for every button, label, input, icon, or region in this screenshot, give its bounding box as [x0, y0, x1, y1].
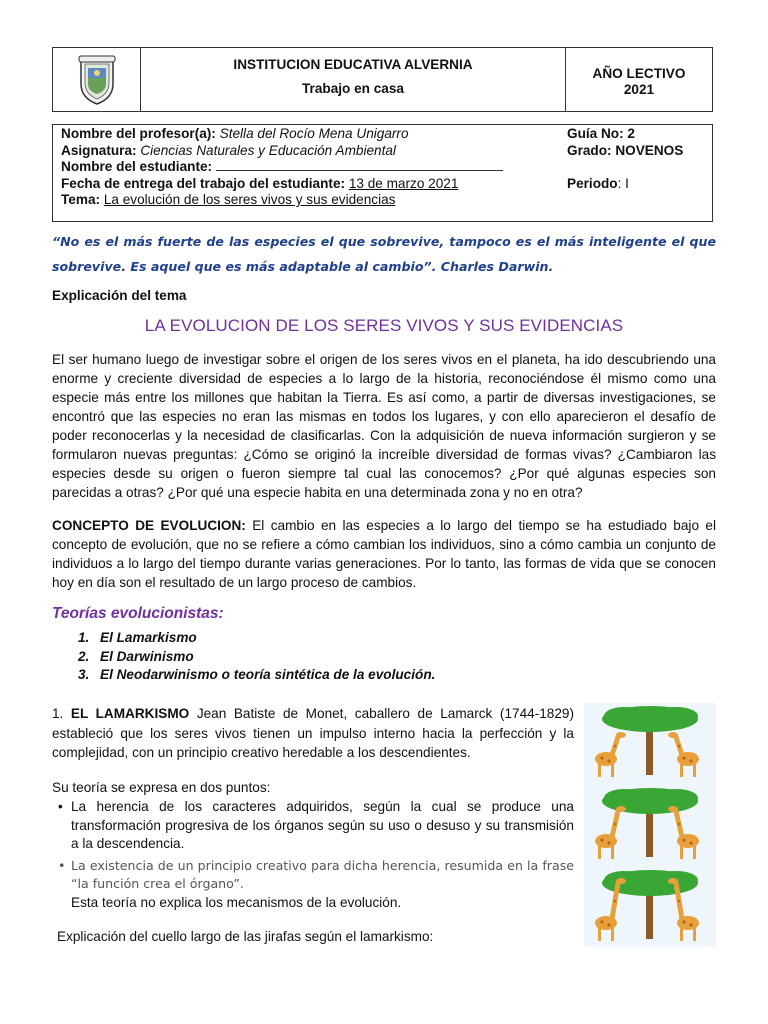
period-value: : I [617, 175, 629, 191]
no-explain-note: Esta teoría no explica los mecanismos de la evolución. [71, 895, 402, 910]
bullet-acquired-traits: • La herencia de los caracteres adquiridos, según la cual se produce una transformación progresiva de los órganos según su uso o desuso y su transmisión a la descendencia. [52, 798, 574, 854]
teacher-value: Stella del Rocío Mena Unigarro [219, 126, 409, 141]
darwin-quote: “No es el más fuerte de las especies el que sobrevive, tampoco es el más inteligente el que sobrevive. Es aquel que es más adaptable al cambio”. Charles Darwin. [52, 234, 716, 274]
subject-value: Ciencias Naturales y Educación Ambiental [140, 142, 396, 158]
guide-value: 2 [627, 126, 635, 141]
intro-paragraph: El ser humano luego de investigar sobre el origen de los seres vivos en el planeta, ha ido descubriendo una enorme y creciente diversidad de especies a lo largo de la historia, reconociéndose él mismo como una especie más entre los millones que habitan la Tierra. Es así como, a partir de diversas investigaciones, se encontró que las especies no eran las mismas en todos los lugares, y con ello aparecieron el desafío de poder reconocerlas y la necesidad de clasificarlas. Con la adquisición de nueva información surgieron y se formularon nuevas preguntas: ¿Cómo se originó la increíble diversidad de formas vivas? ¿Cambiaron las especies desde su origen o fueron siempre tal cual las conocemos? ¿Por qué algunas especies son parecidas a otras? ¿Por qué una especie habita en una determinada zona y no en otra? [52, 352, 716, 500]
date-row [61, 176, 704, 193]
info-box [52, 124, 713, 222]
concept-paragraph [52, 516, 716, 592]
theories-list [78, 629, 435, 685]
list-item: 1. El Lamarkismo [78, 630, 197, 645]
teacher-label: Nombre del profesor(a): [61, 126, 216, 141]
student-label: Nombre del estudiante: [61, 159, 213, 174]
list-item: 2. El Darwinismo [78, 648, 194, 664]
bullet-creative-principle: • La existencia de un principio creativo para dicha herencia, resumida en la frase “la función crea el órgano”. [52, 857, 574, 894]
grade-value: NOVENOS [615, 142, 684, 158]
lamarckism-paragraph [52, 704, 574, 763]
lamarckism-num: 1. [52, 706, 71, 721]
guide-field [567, 126, 635, 143]
lamarckism-label: EL LAMARKISMO [70, 706, 190, 721]
subject-label: Asignatura: [61, 142, 137, 158]
document-header [52, 47, 713, 112]
theories-title: Teorías evolucionistas: [52, 605, 224, 622]
giraffe-evolution-illustration [584, 703, 716, 947]
period-field [567, 176, 629, 193]
date-value: 13 de marzo 2021 [348, 175, 459, 191]
work-type: Trabajo en casa [301, 81, 404, 96]
lamarckism-bullets [52, 798, 574, 894]
school-crest-icon [53, 48, 141, 111]
guide-label: Guía No: [567, 126, 624, 141]
date-label: Fecha de entrega del trabajo del estudiante: [61, 175, 346, 191]
institution-name: INSTITUCION EDUCATIVA ALVERNIA [233, 57, 473, 72]
year-label: AÑO LECTIVO [592, 66, 686, 81]
topic-label: Tema: [61, 192, 101, 207]
grade-field [567, 143, 683, 160]
year-value: 2021 [623, 82, 655, 97]
concept-label: CONCEPTO DE EVOLUCION: [52, 518, 246, 533]
teacher-row [61, 126, 704, 143]
student-row [61, 159, 704, 176]
period-label: Periodo [567, 175, 618, 191]
main-title: LA EVOLUCION DE LOS SERES VIVOS Y SUS EVIDENCIAS [144, 316, 624, 335]
subject-row [61, 143, 704, 160]
points-intro: Su teoría se expresa en dos puntos: [52, 780, 271, 795]
topic-row [61, 192, 704, 209]
student-name-blank[interactable] [216, 159, 503, 171]
topic-value: La evolución de los seres vivos y sus evidencias [103, 192, 396, 207]
giraffe-caption: Explicación del cuello largo de las jirafas según el lamarkismo: [57, 929, 434, 944]
header-institution-cell [141, 48, 566, 111]
explanation-label: Explicación del tema [52, 288, 187, 303]
concept-text: El cambio en las especies a lo largo del tiempo se ha estudiado bajo el concepto de evolución, que no se refiere a cómo cambian los individuos, sino a cómo cambia un conjunto de individuos a lo largo del tiempo durante varias generaciones. Por lo tanto, las formas de vida que se conocen hoy en día son el resultado de un largo proceso de cambios. [52, 518, 716, 590]
lamarckism-text: Jean Batiste de Monet, caballero de Lamarck (1744-1829) estableció que los seres vivos tienen un impulso interno hacia la perfección y la complejidad, con un principio creativo heredable a los descendientes. [52, 706, 574, 760]
header-year-cell [566, 48, 712, 111]
list-item: 3. El Neodarwinismo o teoría sintética de la evolución. [78, 667, 436, 682]
grade-label: Grado: [567, 142, 612, 158]
